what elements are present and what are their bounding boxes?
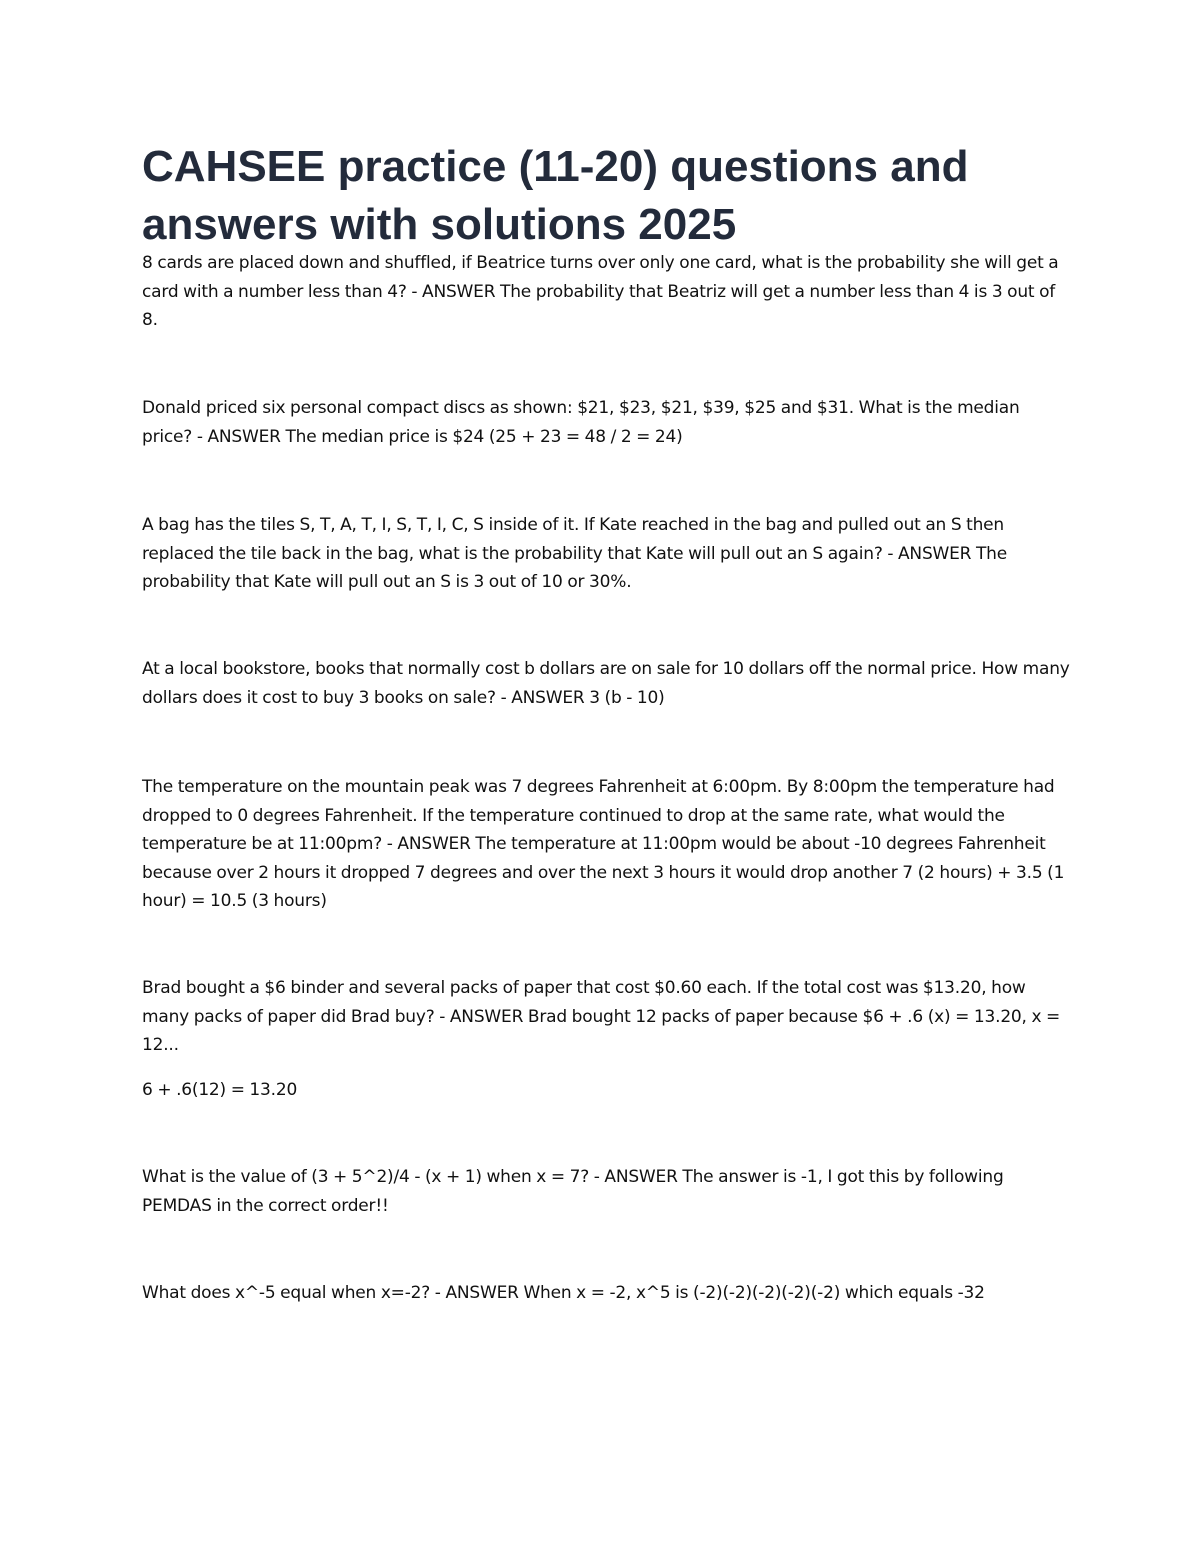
qa-item-1: 8 cards are placed down and shuffled, if Beatrice turns over only one card, what is the probability she will get a card with a number less than 4? - ANSWER The probability that Beatriz will get a number less than 4 is 3 out of 8. (142, 253, 1059, 330)
qa-item-6: Brad bought a $6 binder and several packs of paper that cost $0.60 each. If the total cost was $13.20, how many packs of paper did Brad buy? - ANSWER Brad bought 12 packs of paper because $6 + .6 (x) = 13.20, x = 12... (142, 978, 1061, 1055)
qa-item-5: The temperature on the mountain peak was 7 degrees Fahrenheit at 6:00pm. By 8:00pm the temperature had dropped to 0 degrees Fahrenheit. If the temperature continued to drop at the same rate, what would the temperature be at 11:00pm? - ANSWER The temperature at 11:00pm would be about -10 degrees Fahrenheit because over 2 hours it dropped 7 degrees and over the next 3 hours it would drop another 7 (2 hours) + 3.5 (1 hour) = 10.5 (3 hours) (142, 777, 1065, 911)
qa-item-3: A bag has the tiles S, T, A, T, I, S, T, I, C, S inside of it. If Kate reached in the bag and pulled out an S then replaced the tile back in the bag, what is the probability that Kate will pull out an S again? - ANSWER The probability that Kate will pull out an S is 3 out of 10 or 30%. (142, 515, 1008, 592)
qa-item-6-equation: 6 + .6(12) = 13.20 (142, 1080, 298, 1100)
qa-item-4: At a local bookstore, books that normally cost b dollars are on sale for 10 dollars off the normal price. How many dollars does it cost to buy 3 books on sale? - ANSWER 3 (b - 10) (142, 659, 1070, 708)
qa-item-2: Donald priced six personal compact discs as shown: $21, $23, $21, $39, $25 and $31. What is the median price? - ANSWER The median price is $24 (25 + 23 = 48 / 2 = 24) (142, 398, 1020, 447)
document-title: CAHSEE practice (11-20) questions and answers with solutions 2025 (142, 142, 969, 249)
qa-item-8: What does x^-5 equal when x=-2? - ANSWER When x = -2, x^5 is (-2)(-2)(-2)(-2)(-2) which equals -32 (142, 1283, 985, 1303)
qa-item-7: What is the value of (3 + 5^2)/4 - (x + 1) when x = 7? - ANSWER The answer is -1, I got this by following PEMDAS in the correct order!! (142, 1167, 1004, 1216)
